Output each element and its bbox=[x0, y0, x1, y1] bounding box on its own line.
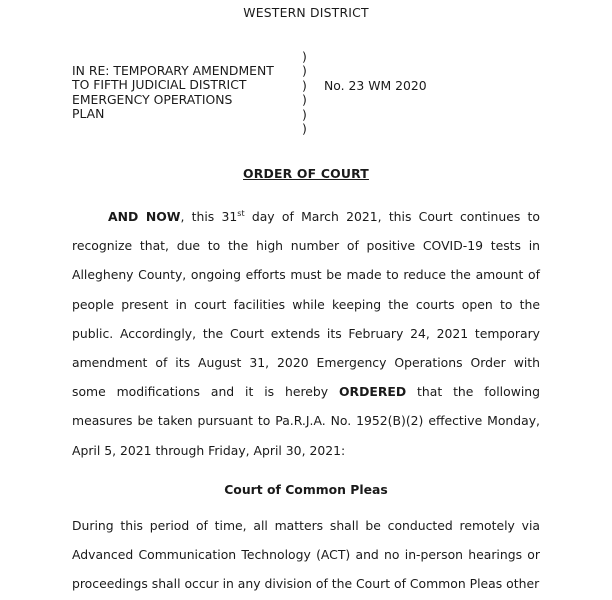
and-now-lead: AND NOW bbox=[108, 209, 181, 224]
order-paragraph bbox=[72, 202, 540, 465]
ordered-emphasis: ORDERED bbox=[339, 384, 407, 400]
caption-line: TO FIFTH JUDICIAL DISTRICT bbox=[72, 77, 247, 93]
docket-number: No. 23 WM 2020 bbox=[324, 78, 427, 93]
caption-parenthesis: ) bbox=[302, 106, 307, 122]
caption-line: IN RE: TEMPORARY AMENDMENT bbox=[72, 63, 274, 78]
order-body bbox=[72, 202, 540, 465]
paragraph-text: day of March 2021, this Court continues to recognize that, due to the high number of positive COVID-19 tests in Allegheny County, ongoing efforts must be made to reduce the amount of people present in court facilities while keeping the courts open to the public. Accordingly, the Court extends its February 24, 2021 temporary amendment of its August 31, 2020 Emergency Operations Order with some modifications and it is hereby bbox=[72, 209, 540, 400]
caption-parenthesis: ) bbox=[302, 49, 307, 64]
caption-line: EMERGENCY OPERATIONS bbox=[72, 91, 233, 107]
caption-parenthesis: ) bbox=[302, 121, 307, 137]
caption-title bbox=[72, 64, 302, 122]
court-district-heading: WESTERN DISTRICT bbox=[243, 5, 369, 20]
caption-parenthesis-column bbox=[302, 50, 316, 136]
case-caption bbox=[72, 50, 552, 140]
caption-parenthesis: ) bbox=[302, 63, 307, 79]
section-body bbox=[72, 511, 540, 599]
paragraph-text: that the following measures be taken pursuant to Pa.R.J.A. No. 1952(B)(2) effective Monday, April 5, 2021 through Friday, April 30, 2021: bbox=[72, 384, 540, 458]
section-paragraph: During this period of time, all matters shall be conducted remotely via Advanced Communication Technology (ACT) and no in-person hearings or proceedings shall occur in any division of the Court of Common Pleas other bbox=[72, 518, 540, 592]
caption-line: PLAN bbox=[72, 106, 105, 122]
ordinal-suffix: st bbox=[237, 208, 245, 218]
section-heading: Court of Common Pleas bbox=[224, 482, 388, 497]
caption-parenthesis: ) bbox=[302, 92, 307, 108]
paragraph-text: , this 31 bbox=[180, 209, 238, 224]
order-title: ORDER OF COURT bbox=[243, 166, 369, 181]
caption-parenthesis: ) bbox=[302, 77, 307, 93]
